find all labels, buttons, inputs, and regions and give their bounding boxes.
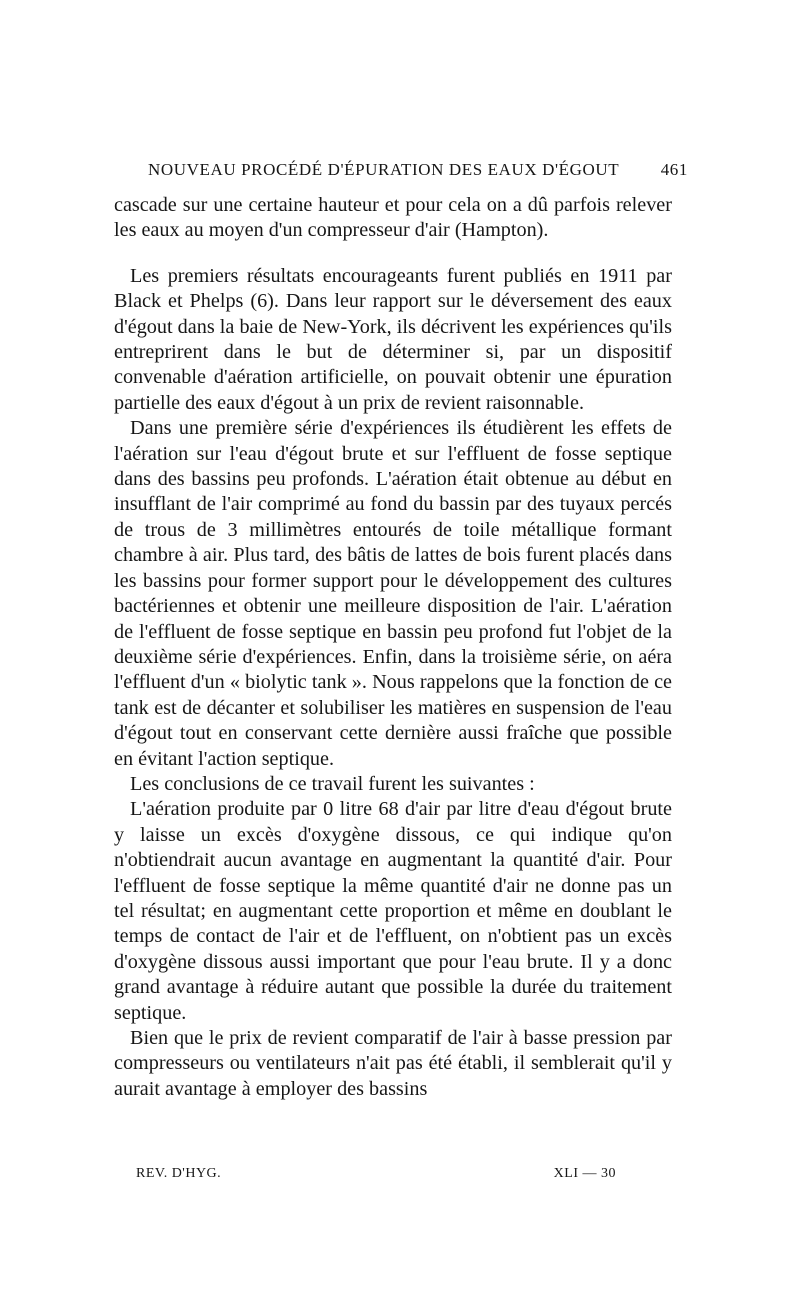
paragraph-cost: Bien que le prix de revient comparatif de l'air à basse pression par compresseurs ou ventilateurs n'ait pas été établi, il semblerait qu'il y aurait avantage à employer des bassins [114, 1027, 672, 1100]
footer-journal: REV. D'HYG. [136, 1166, 222, 1181]
running-header [148, 160, 688, 180]
body-text [114, 193, 672, 1102]
footer-volume: XLI — 30 [553, 1166, 616, 1181]
page-footer [136, 1166, 616, 1182]
page-number: 461 [660, 160, 688, 179]
paragraph-first-results: Les premiers résultats encourageants furent publiés en 1911 par Black et Phelps (6). Dans leur rapport sur le déversement des eaux d'égout dans la baie de New-York, ils décrivent les expériences qu'ils entreprirent dans le but de déterminer si, par un dispositif convenable d'aération artificielle, on pouvait obtenir une épuration partielle des eaux d'égout à un prix de revient raisonnable. [114, 264, 672, 414]
paragraph-continuation: cascade sur une certaine hauteur et pour cela on a dû parfois relever les eaux au moyen d'un compresseur d'air (Hampton). [114, 194, 672, 242]
paragraph-conclusions-intro: Les conclusions de ce travail furent les suivantes : [130, 772, 535, 795]
running-title: NOUVEAU PROCÉDÉ D'ÉPURATION DES EAUX D'ÉGOUT [148, 160, 620, 179]
paragraph-conclusions: L'aération produite par 0 litre 68 d'air par litre d'eau d'égout brute y laisse un excès d'oxygène dissous, ce qui indique qu'on n'obtiendrait aucun avantage en augmentant la quantité d'air. Pour l'effluent de fosse septique la même quantité d'air ne donne pas un tel résultat; en augmentant cette proportion et même en doublant le temps de contact de l'air et de l'effluent, on n'obtient pas un excès d'oxygène dissous aussi important que pour l'eau brute. Il y a donc grand avantage à réduire autant que possible la durée du traitement septique. [114, 798, 672, 1024]
paragraph-experiments: Dans une première série d'expériences ils étudièrent les effets de l'aération sur l'eau d'égout brute et sur l'effluent de fosse septique dans des bassins peu profonds. L'aération était obtenue au début en insufflant de l'air comprimé au fond du bassin par des tuyaux percés de trous de 3 millimètres entourés de toile métallique formant chambre à air. Plus tard, des bâtis de lattes de bois furent placés dans les bassins pour former support pour le développement des cultures bactériennes et obtenir une meilleure disposition de l'air. L'aération de l'effluent de fosse septique en bassin peu profond fut l'objet de la deuxième série d'expériences. Enfin, dans la troisième série, on aéra l'effluent d'un « biolytic tank ». Nous rappelons que la fonction de ce tank est de décanter et solubiliser les matières en suspension de l'eau d'égout tout en conservant cette dernière aussi fraîche que possible en évitant l'action septique. [114, 417, 672, 770]
